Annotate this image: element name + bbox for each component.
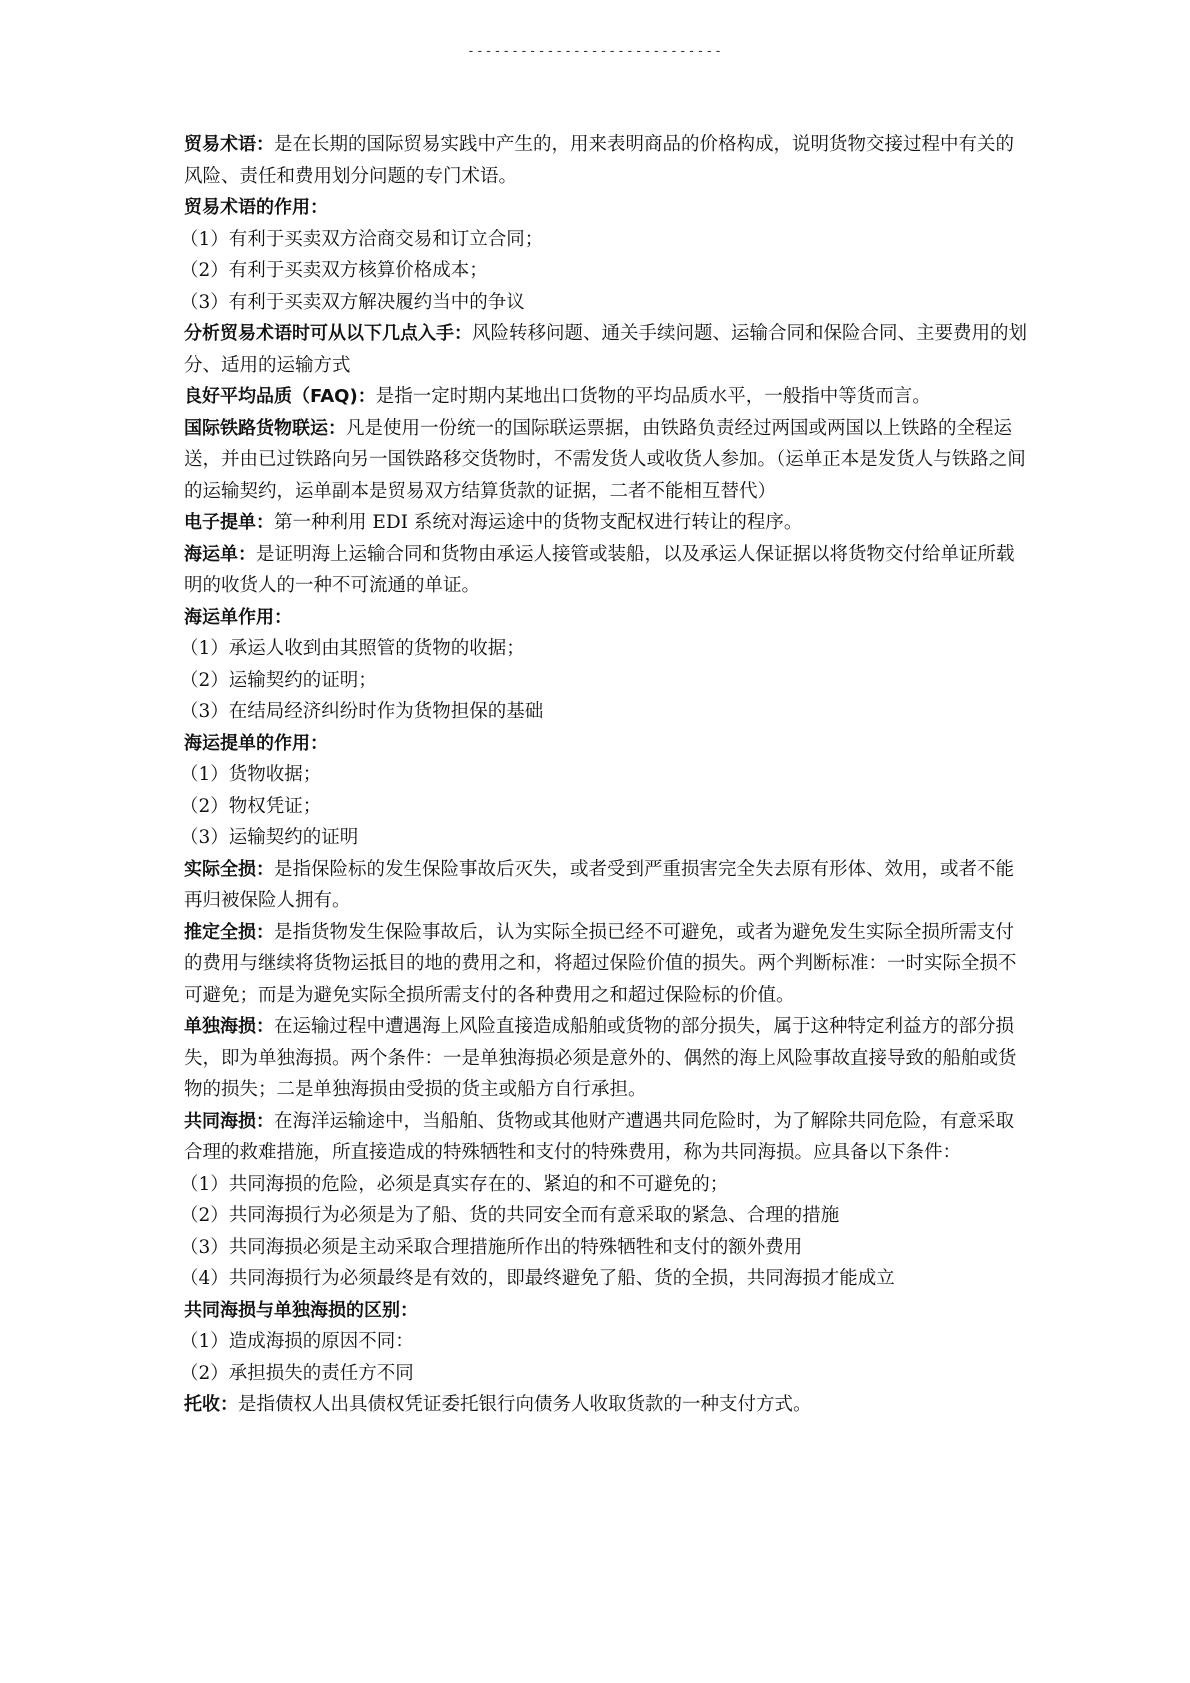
term-heading: 托收： — [184, 1394, 238, 1415]
definition-paragraph — [184, 1011, 1030, 1106]
list-item: （4）共同海损行为必须最终是有效的，即最终避免了船、货的全损，共同海损才能成立 — [180, 1268, 895, 1289]
list-item: （3）共同海损必须是主动采取合理措施所作出的特殊牺牲和支付的额外费用 — [180, 1236, 803, 1258]
term-heading: 共同海损与单独海损的区别： — [184, 1299, 418, 1321]
list-item: （2）有利于买卖双方核算价格成本； — [180, 260, 488, 281]
term-heading: 海运单： — [184, 543, 256, 565]
list-item: （1）承运人收到由其照管的货物的收据； — [180, 638, 525, 659]
definition-paragraph — [184, 539, 1030, 602]
term-heading: 国际铁路货物联运： — [184, 417, 346, 439]
header-dashed-rule: ----------------------------- — [467, 44, 723, 59]
list-item: （1）有利于买卖双方洽商交易和订立合同； — [180, 228, 544, 250]
list-item: （2）物权凭证； — [180, 795, 322, 817]
definition-paragraph — [184, 854, 1030, 917]
term-heading: 海运单作用： — [184, 606, 292, 628]
term-definition: 在运输过程中遭遇海上风险直接造成船舶或货物的部分损失，属于这种特定利益方的部分损失，即为单独海损。两个条件：一是单独海损必须是意外的、偶然的海上风险事故直接导致的船舶或货物的损失；二是单独海损由受损的货主或船方自行承担。 — [184, 1016, 1017, 1100]
definition-paragraph — [184, 1106, 1030, 1169]
list-item: （3）有利于买卖双方解决履约当中的争议 — [180, 291, 525, 313]
term-heading: 单独海损： — [184, 1016, 274, 1037]
term-heading: 海运提单的作用： — [184, 732, 328, 754]
term-heading: 电子提单： — [184, 512, 274, 533]
list-item: （3）在结局经济纠纷时作为货物担保的基础 — [180, 701, 544, 722]
term-heading: 贸易术语： — [184, 134, 274, 155]
list-item: （1）共同海损的危险，必须是真实存在的、紧迫的和不可避免的； — [180, 1173, 729, 1195]
term-definition: 是在长期的国际贸易实践中产生的，用来表明商品的价格构成，说明货物交接过程中有关的风险、责任和费用划分问题的专门术语。 — [184, 134, 1015, 187]
document-body — [180, 129, 1030, 1421]
definition-paragraph — [184, 381, 1030, 413]
term-definition: 风险转移问题、通关手续问题、运输合同和保险合同、主要费用的划分、适用的运输方式 — [184, 323, 1028, 376]
term-definition: 凡是使用一份统一的国际联运票据，由铁路负责经过两国或两国以上铁路的全程运送，并由已过铁路向另一国铁路移交货物时，不需发货人或收货人参加。（运单正本是发货人与铁路之间的运输契约，运单副本是贸易双方结算货款的证据，二者不能相互替代） — [184, 417, 1026, 502]
list-item: （1）货物收据； — [180, 764, 322, 785]
definition-paragraph — [184, 917, 1030, 1012]
term-heading: 良好平均品质（FAQ)： — [184, 386, 376, 407]
term-definition: 是指一定时期内某地出口货物的平均品质水平，一般指中等货而言。 — [375, 386, 931, 407]
term-definition: 是指货物发生保险事故后，认为实际全损已经不可避免，或者为避免发生实际全损所需支付的费用与继续将货物运抵目的地的费用之和，将超过保险价值的损失。两个判断标准：一时实际全损不可避免；而是为避免实际全损所需支付的各种费用之和超过保险标的价值。 — [184, 921, 1017, 1006]
definition-paragraph — [184, 602, 1030, 634]
definition-paragraph — [184, 129, 1030, 192]
list-item: （3）运输契约的证明 — [180, 827, 359, 848]
term-definition: 是指保险标的发生保险事故后灭失，或者受到严重损害完全失去原有形体、效用，或者不能再归被保险人拥有。 — [184, 858, 1015, 911]
term-definition: 是指债权人出具债权凭证委托银行向债务人收取货款的一种支付方式。 — [238, 1394, 812, 1415]
list-item: （1）造成海损的原因不同： — [180, 1331, 414, 1352]
term-definition: 在海洋运输途中，当船舶、货物或其他财产遭遇共同危险时，为了解除共同危险，有意采取合理的救难措施，所直接造成的特殊牺牲和支付的特殊费用，称为共同海损。应具备以下条件： — [184, 1110, 1015, 1163]
list-item: （2）运输契约的证明； — [180, 669, 377, 691]
definition-paragraph — [184, 318, 1030, 381]
definition-paragraph — [184, 192, 1030, 224]
term-definition: 是证明海上运输合同和货物由承运人接管或装船，以及承运人保证据以将货物交付给单证所载明的收货人的一种不可流通的单证。 — [184, 543, 1015, 596]
term-heading: 共同海损： — [184, 1110, 274, 1132]
term-heading: 贸易术语的作用： — [184, 197, 328, 218]
definition-paragraph — [184, 413, 1030, 508]
term-definition: 第一种利用 EDI 系统对海运途中的货物支配权进行转让的程序。 — [274, 512, 803, 533]
list-item: （2）共同海损行为必须是为了船、货的共同安全而有意采取的紧急、合理的措施 — [180, 1205, 840, 1226]
definition-paragraph — [184, 1389, 1030, 1421]
term-heading: 推定全损： — [184, 921, 274, 943]
definition-paragraph — [184, 507, 1030, 539]
definition-paragraph — [184, 728, 1030, 760]
term-heading: 实际全损： — [184, 858, 274, 880]
definition-paragraph — [184, 1295, 1030, 1327]
list-item: （2）承担损失的责任方不同 — [180, 1362, 414, 1384]
term-heading: 分析贸易术语时可从以下几点入手： — [184, 323, 472, 344]
